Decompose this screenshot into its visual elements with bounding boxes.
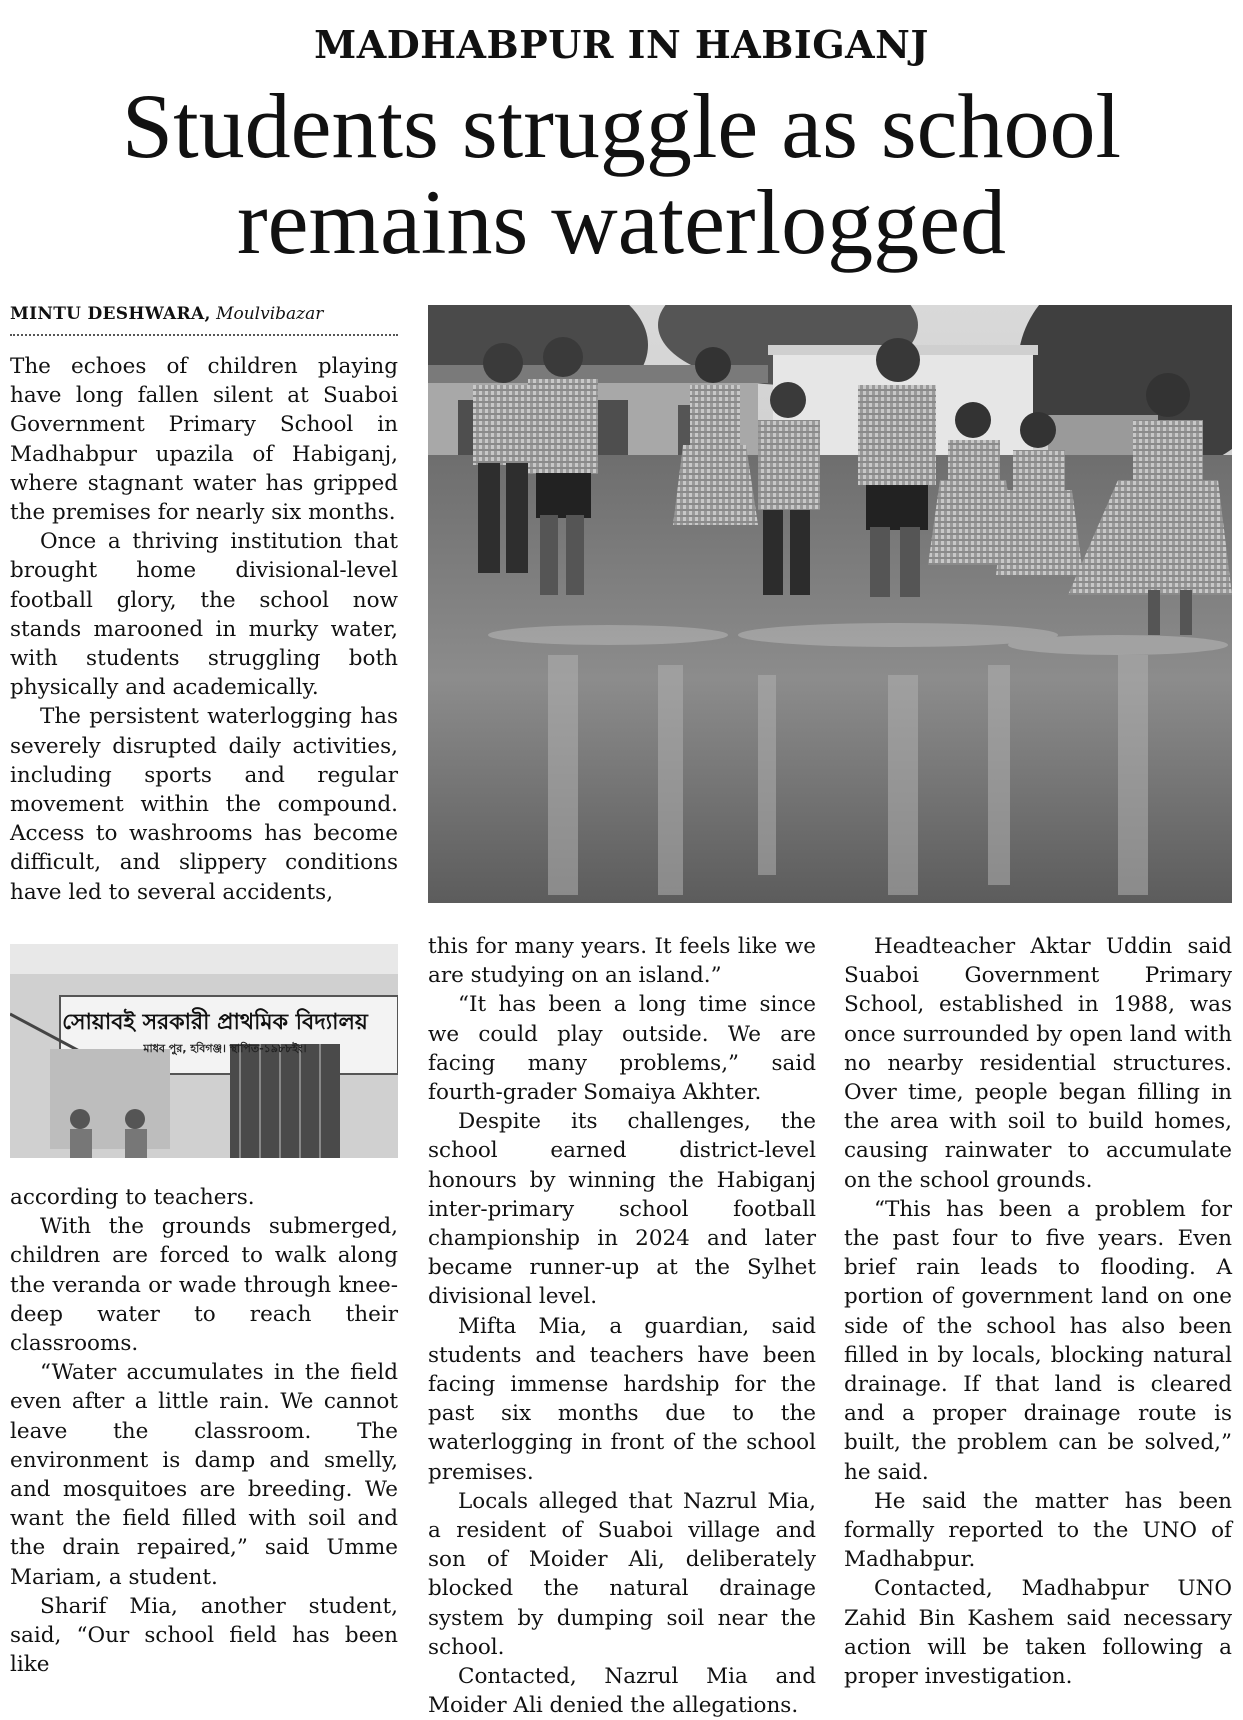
headline-line-2: remains waterlogged	[237, 171, 1006, 273]
article-paragraph: The echoes of children playing have long fallen silent at Suaboi Government Primary School in Madhabpur upazila of Habiganj, where stagnant water has gripped the premises for nearly six months.	[10, 354, 398, 526]
byline-divider	[10, 334, 398, 336]
article-column-1-upper	[10, 352, 398, 907]
byline-author: MINTU DESHWARA,	[10, 304, 211, 324]
school-sign-subtext: মাধব পুর, হবিগঞ্জ। স্থাপিত-১৯৮৮ইং।	[143, 1042, 307, 1055]
article-paragraph: “It has been a long time since we could play outside. We are facing many problems,” said fourth-grader Somaiya Akhter.	[428, 992, 816, 1106]
main-photo-waterlogged-school	[428, 305, 1232, 903]
article-paragraph: Headteacher Aktar Uddin said Suaboi Government Primary School, established in 1988, was once surrounded by open land with no nearby residential structures. Over time, people began filling in the area with soil to build homes, causing rainwater to accumulate on the school grounds.	[844, 934, 1232, 1193]
article-paragraph: The persistent waterlogging has severely disrupted daily activities, including sports and regular movement within the compound. Access to washrooms has become difficult, and slippery conditions have led to several accidents,	[10, 704, 398, 905]
article-paragraph: this for many years. It feels like we are studying on an island.”	[428, 934, 816, 989]
section-kicker: MADHABPUR IN HABIGANJ	[314, 22, 929, 67]
headline-line-1: Students struggle as school	[121, 75, 1122, 177]
school-sign-illustration	[10, 944, 398, 1158]
article-column-2	[428, 932, 816, 1720]
school-sign-text: সোয়াবই সরকারী প্রাথমিক বিদ্যালয়	[62, 1010, 368, 1035]
article-paragraph: Contacted, Nazrul Mia and Moider Ali denied the allegations.	[428, 1664, 816, 1719]
article-paragraph: With the grounds submerged, children are forced to walk along the veranda or wade through knee-deep water to reach their classrooms.	[10, 1214, 398, 1357]
article-column-3	[844, 932, 1232, 1691]
main-photo-illustration	[428, 305, 1232, 903]
school-sign-photo	[10, 944, 398, 1158]
article-paragraph: Sharif Mia, another student, said, “Our school field has been like	[10, 1593, 398, 1678]
article-paragraph: “Water accumulates in the field even after a little rain. We cannot leave the classroom. The environment is damp and smelly, and mosquitoes are breeding. We want the field filled with soil and the drain repaired,” said Umme Mariam, a student.	[10, 1360, 398, 1590]
article-paragraph: “This has been a problem for the past four to five years. Even brief rain leads to flooding. A portion of government land on one side of the school has also been filled in by locals, blocking natural drainage. If that land is cleared and a proper drainage route is built, the problem can be solved,” he said.	[844, 1196, 1232, 1485]
article-paragraph: Mifta Mia, a guardian, said students and teachers have been facing immense hardship for the past six months due to the waterlogging in front of the school premises.	[428, 1313, 816, 1485]
article-paragraph: Locals alleged that Nazrul Mia, a resident of Suaboi village and son of Moider Ali, deliberately blocked the natural drainage system by dumping soil near the school.	[428, 1488, 816, 1660]
article-paragraph: Contacted, Madhabpur UNO Zahid Bin Kashem said necessary action will be taken following a proper investigation.	[844, 1576, 1232, 1690]
headline	[0, 75, 1243, 273]
article-column-1-lower	[10, 1183, 398, 1679]
article-paragraph: Despite its challenges, the school earned district-level honours by winning the Habiganj inter-primary school football championship in 2024 and later became runner-up at the Sylhet divisional level.	[428, 1109, 816, 1310]
article-paragraph: according to teachers.	[10, 1185, 255, 1210]
article-paragraph: He said the matter has been formally reported to the UNO of Madhabpur.	[844, 1488, 1232, 1573]
byline	[10, 304, 400, 324]
article-paragraph: Once a thriving institution that brought home divisional-level football glory, the school now stands marooned in murky water, with students struggling both physically and academically.	[10, 529, 398, 701]
byline-location: Moulvibazar	[216, 304, 324, 324]
